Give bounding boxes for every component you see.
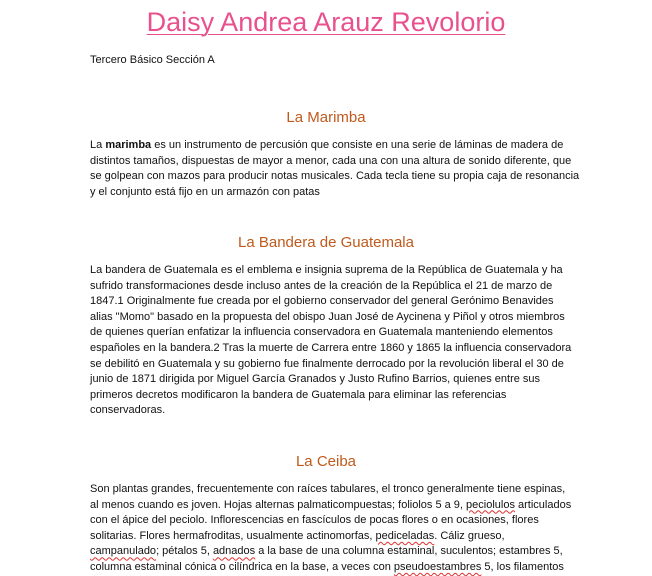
spelling-flag: pseudoestambres — [393, 560, 482, 573]
heading-ceiba: La Ceiba — [295, 453, 357, 470]
spelling-flag: adnados — [212, 545, 256, 558]
document-title: Daisy Andrea Arauz Revolorio — [146, 7, 506, 37]
paragraph-marimba: La marimba es un instrumento de percusión que consiste en una serie de láminas de madera de distintos tamaños, dispuestas de mayor a menor, cada una con una altura de sonido diferente, que se golpean con mazos para producir notas musicales. Cada tecla tiene su propia caja de resonancia y el conjunto está fijo en un armazón con patas — [90, 139, 580, 198]
document-subtitle: Tercero Básico Sección A — [90, 54, 215, 66]
heading-marimba: La Marimba — [286, 109, 366, 126]
bold-term: marimba — [105, 139, 152, 151]
spelling-flag: pediceladas — [375, 529, 435, 542]
paragraph-ceiba: Son plantas grandes, frecuentemente con raíces tabulares, el tronco generalmente tiene espinas, al menos cuando es joven. Hojas alternas palmaticompuestas; foliolos 5 a 9, peciolulos articulados con el ápice del peciolo. Inflorescencias en fascículos de pocas flores o en ocasiones, flores solitarias. Flores hermafroditas, usualmente actinomorfas, pediceladas. Cáliz grueso, campanulado; pétalos 5, adnados a la base de una columna estaminal, suculentos; estambres 5, columna estaminal cónica o cilíndrica en la base, a veces con pseudoestambres 5, los filamentos — [90, 483, 572, 573]
spelling-flag: campanulado — [90, 545, 157, 558]
heading-bandera: La Bandera de Guatemala — [238, 234, 414, 251]
spelling-flag: peciolulos — [466, 498, 515, 511]
paragraph-bandera: La bandera de Guatemala es el emblema e insignia suprema de la República de Guatemala y ha sufrido transformaciones desde incluso antes de la creación de la República el 21 de marzo de 1847.1 Originalmente fue creada por el gobierno conservador del general Gerónimo Benavides alias "Momo" basado en la propuesta del obispo Juan José de Aycinena y Piñol y otros miembros de quienes querían enfatizar la influencia conservadora en Guatemala manteniendo elementos españoles en la bandera.2 Tras la muerte de Carrera entre 1860 y 1865 la influencia conservadora se debilitó en Guatemala y su gobierno fue finalmente derrocado por la revolución liberal el 30 de junio de 1871 dirigida por Miguel García Granados y Justo Rufino Barrios, quienes entre sus primeros decretos modificaron la bandera de Guatemala para eliminar las referencias conservadoras. — [90, 264, 572, 417]
